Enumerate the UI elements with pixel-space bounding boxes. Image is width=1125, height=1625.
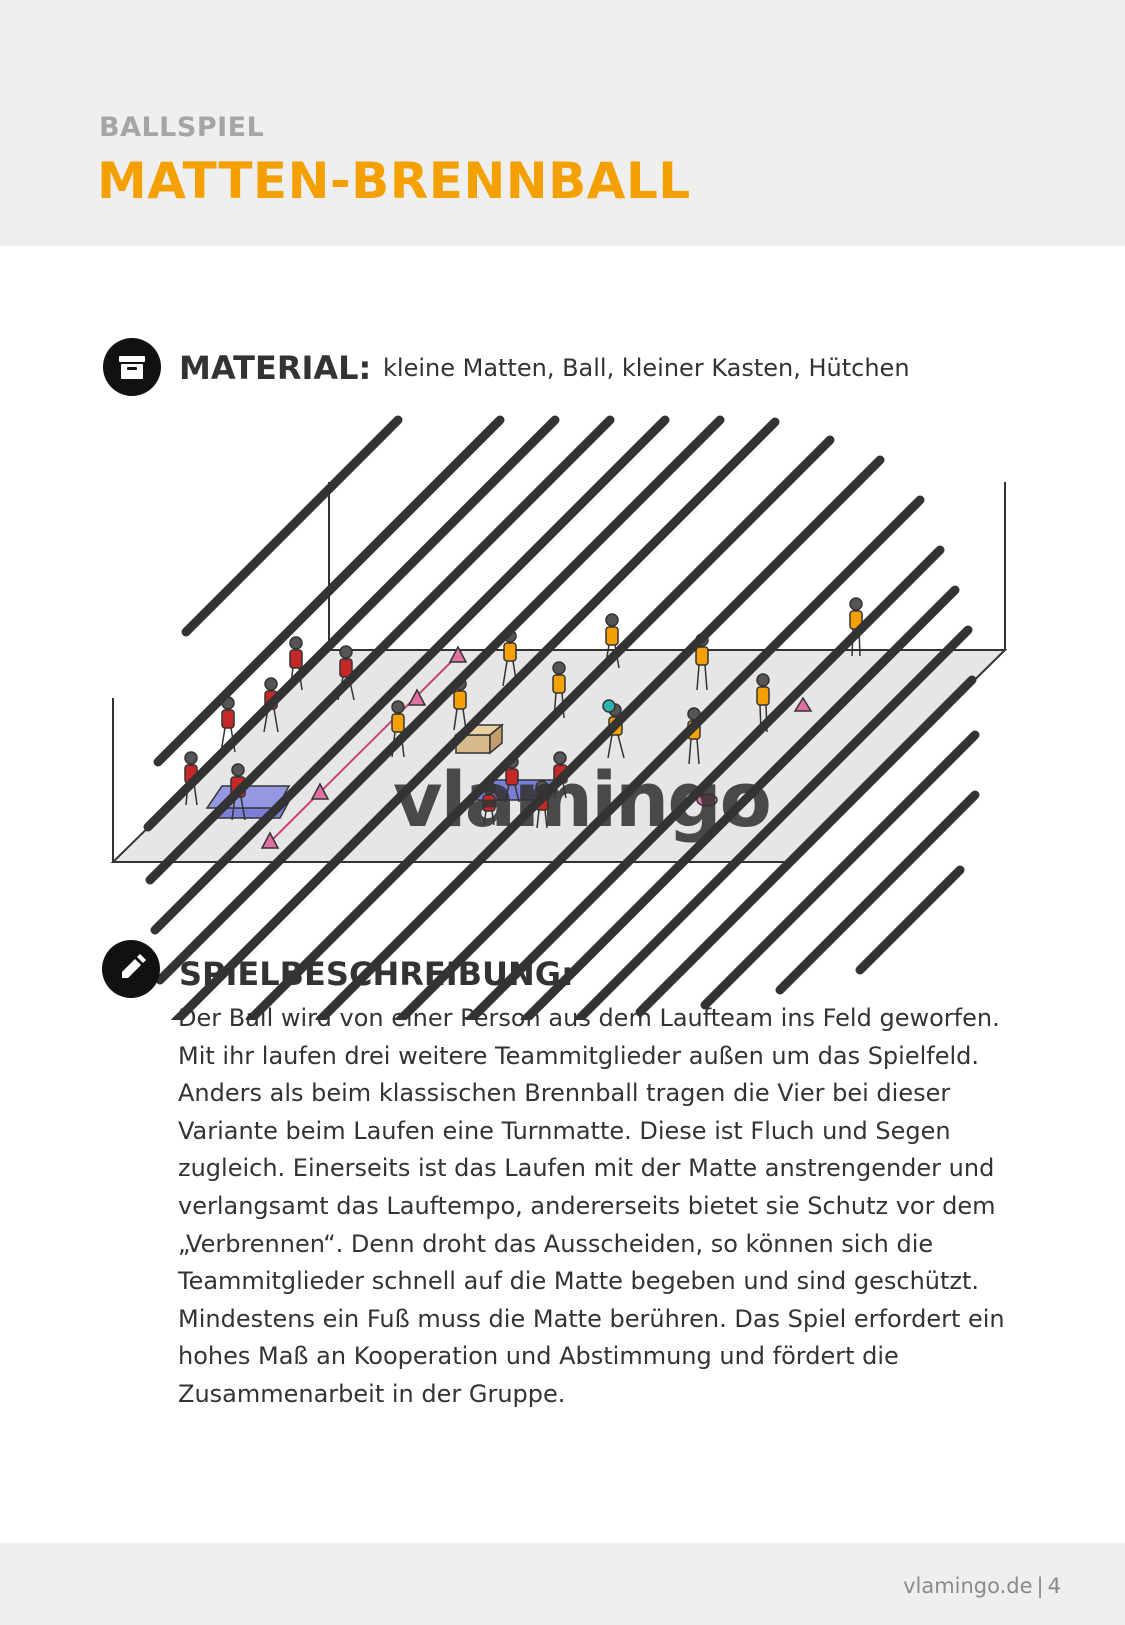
material-label: MATERIAL:	[179, 349, 372, 387]
page-number: 4	[1047, 1574, 1061, 1598]
material-value: kleine Matten, Ball, kleiner Kasten, Hütchen	[383, 354, 910, 382]
watermark-logo: vlamingo	[393, 755, 770, 844]
archive-box-icon	[103, 338, 161, 396]
ball	[603, 700, 615, 712]
game-field-illustration	[0, 400, 1125, 1020]
footer-separator: |	[1036, 1574, 1044, 1598]
category-label: BALLSPIEL	[99, 112, 265, 143]
pencil-icon	[102, 940, 160, 998]
description-text: Der Ball wird von einer Person aus dem Laufteam ins Feld geworfen. Mit ihr laufen drei weitere Teammitglieder außen um das Spielfeld. Anders als beim klassischen Brennball tragen die Vier bei dieser Variante beim Laufen eine Turnmatte. Diese ist Fluch und Segen zugleich. Einerseits ist das Laufen mit der Matte anstrengender und verlangsamt das Lauftempo, andererseits bietet sie Schutz vor dem „Verbrennen“. Denn droht das Ausscheiden, so können sich die Teammitglieder schnell auf die Matte begeben und sind geschützt. Mindestens ein Fuß muss die Matte berühren. Das Spiel erfordert ein hohes Maß an Kooperation und Abstimmung und fördert die Zusammenarbeit in der Gruppe.	[178, 1004, 1005, 1408]
description-label: SPIELBESCHREIBUNG:	[179, 955, 574, 993]
page-title: MATTEN-BRENNBALL	[97, 152, 691, 210]
footer-site: vlamingo.de	[903, 1574, 1033, 1598]
footer-info	[903, 1574, 1061, 1598]
